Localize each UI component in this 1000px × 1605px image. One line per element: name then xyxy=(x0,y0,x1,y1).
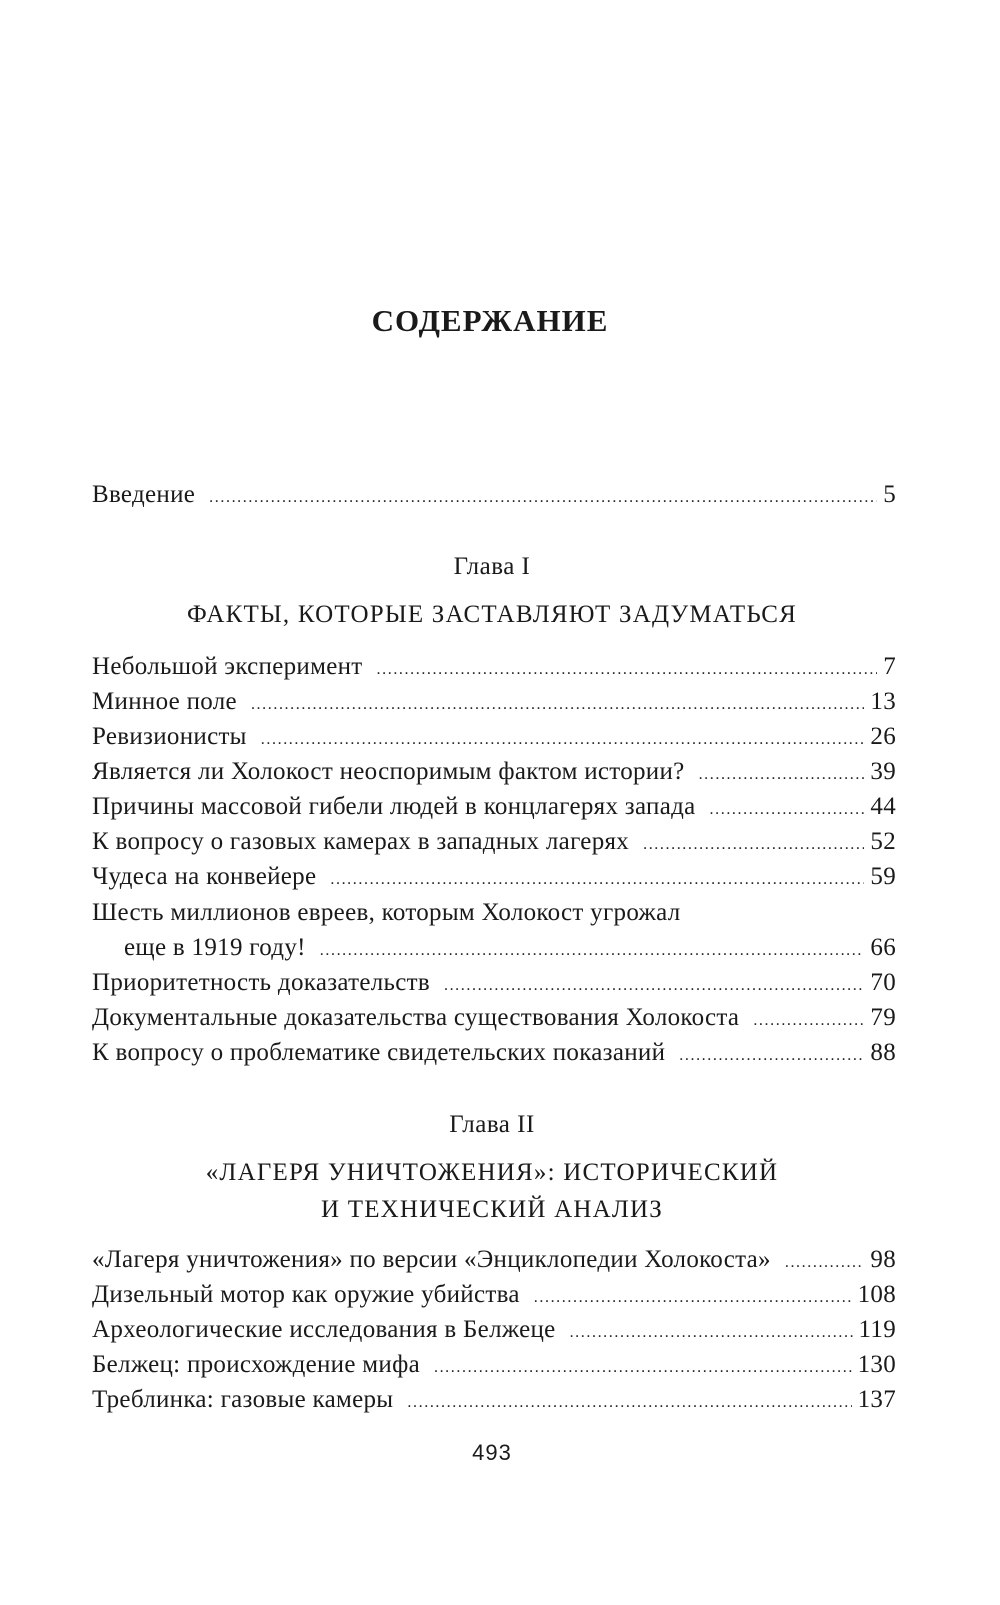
toc-entry-title-line1[interactable]: Шесть миллионов евреев, которым Холокост угрожал xyxy=(92,899,681,926)
toc-entry-title: Археологические исследования в Белжеце xyxy=(92,1316,556,1343)
chapter-2-title-line2: И ТЕХНИЧЕСКИЙ АНАЛИЗ xyxy=(321,1196,663,1223)
page-number: 493 xyxy=(472,1440,512,1465)
toc-entry[interactable] xyxy=(92,1280,896,1313)
toc-entry-title: Минное поле xyxy=(92,688,237,715)
toc-entry-page: 66 xyxy=(870,934,896,961)
dot-leader xyxy=(679,1041,864,1071)
toc-entry-page: 5 xyxy=(883,481,896,508)
toc-entry[interactable] xyxy=(92,1385,896,1418)
dot-leader xyxy=(434,1353,852,1383)
toc-entry[interactable] xyxy=(92,722,896,755)
toc-entry-page: 26 xyxy=(870,723,896,750)
toc-entry-title: К вопросу о газовых камерах в западных лагерях xyxy=(92,828,630,855)
page-title: СОДЕРЖАНИЕ xyxy=(371,303,609,338)
toc-entry[interactable] xyxy=(92,1038,896,1071)
dot-leader xyxy=(710,795,865,825)
toc-entry[interactable] xyxy=(92,757,896,790)
toc-entry-title: Введение xyxy=(92,481,196,508)
toc-entry-page: 130 xyxy=(857,1351,896,1378)
toc-entry-introduction[interactable] xyxy=(92,480,896,513)
toc-entry[interactable] xyxy=(92,687,896,720)
dot-leader xyxy=(570,1318,853,1348)
toc-entry-page: 44 xyxy=(870,793,896,820)
toc-entry-title: Дизельный мотор как оружие убийства xyxy=(92,1281,520,1308)
dot-leader xyxy=(444,971,864,1001)
dot-leader xyxy=(534,1283,852,1313)
dot-leader xyxy=(209,483,877,513)
toc-entry-title: К вопросу о проблематике свидетельских показаний xyxy=(92,1039,666,1066)
dot-leader xyxy=(261,725,865,755)
dot-leader xyxy=(377,655,878,685)
dot-leader xyxy=(407,1388,851,1418)
toc-entry[interactable] xyxy=(92,1245,896,1278)
toc-entry-title: Ревизионисты xyxy=(92,723,247,750)
dot-leader xyxy=(330,865,864,895)
toc-entry-page: 119 xyxy=(858,1316,896,1343)
toc-entry-title: «Лагеря уничтожения» по версии «Энциклопедии Холокоста» xyxy=(92,1246,771,1273)
toc-entry-page: 88 xyxy=(870,1039,896,1066)
toc-entry-title: Треблинка: газовые камеры xyxy=(92,1386,394,1413)
toc-entry[interactable] xyxy=(92,792,896,825)
toc-entry-title: Документальные доказательства существования Холокоста xyxy=(92,1004,740,1031)
toc-entry-title: Причины массовой гибели людей в концлагерях запада xyxy=(92,793,696,820)
toc-entry-page: 79 xyxy=(870,1004,896,1031)
toc-entry-title: Чудеса на конвейере xyxy=(92,863,317,890)
toc-entry[interactable] xyxy=(92,827,896,860)
toc-entry[interactable] xyxy=(124,933,896,966)
toc-entry-page: 98 xyxy=(870,1246,896,1273)
chapter-1-title: ФАКТЫ, КОТОРЫЕ ЗАСТАВЛЯЮТ ЗАДУМАТЬСЯ xyxy=(186,601,798,628)
chapter-1-label: Глава I xyxy=(453,553,531,580)
toc-entry-title: Приоритетность доказательств xyxy=(92,969,430,996)
toc-entry-title: Белжец: происхождение мифа xyxy=(92,1351,420,1378)
chapter-2-title-line1: «ЛАГЕРЯ УНИЧТОЖЕНИЯ»: ИСТОРИЧЕСКИЙ xyxy=(205,1159,779,1186)
toc-entry-page: 137 xyxy=(857,1386,896,1413)
dot-leader xyxy=(699,760,865,790)
dot-leader xyxy=(320,936,865,966)
dot-leader xyxy=(753,1006,864,1036)
toc-entry[interactable] xyxy=(92,1003,896,1036)
toc-entry-page: 7 xyxy=(883,653,896,680)
chapter-2-label: Глава II xyxy=(449,1111,535,1138)
dot-leader xyxy=(643,830,864,860)
toc-entry-page: 70 xyxy=(870,969,896,996)
toc-entry[interactable] xyxy=(92,1315,896,1348)
toc-entry-page: 59 xyxy=(870,863,896,890)
toc-entry[interactable] xyxy=(92,862,896,895)
toc-entry[interactable] xyxy=(92,652,896,685)
toc-entry-title: Небольшой эксперимент xyxy=(92,653,363,680)
dot-leader xyxy=(251,690,864,720)
toc-entry[interactable] xyxy=(92,968,896,1001)
toc-entry-page: 39 xyxy=(870,758,896,785)
toc-entry-page: 108 xyxy=(857,1281,896,1308)
toc-entry-page: 52 xyxy=(870,828,896,855)
toc-entry-page: 13 xyxy=(870,688,896,715)
dot-leader xyxy=(785,1248,865,1278)
toc-entry-title-line2: еще в 1919 году! xyxy=(124,934,306,961)
toc-entry[interactable] xyxy=(92,1350,896,1383)
toc-entry-title: Является ли Холокост неоспоримым фактом истории? xyxy=(92,758,685,785)
